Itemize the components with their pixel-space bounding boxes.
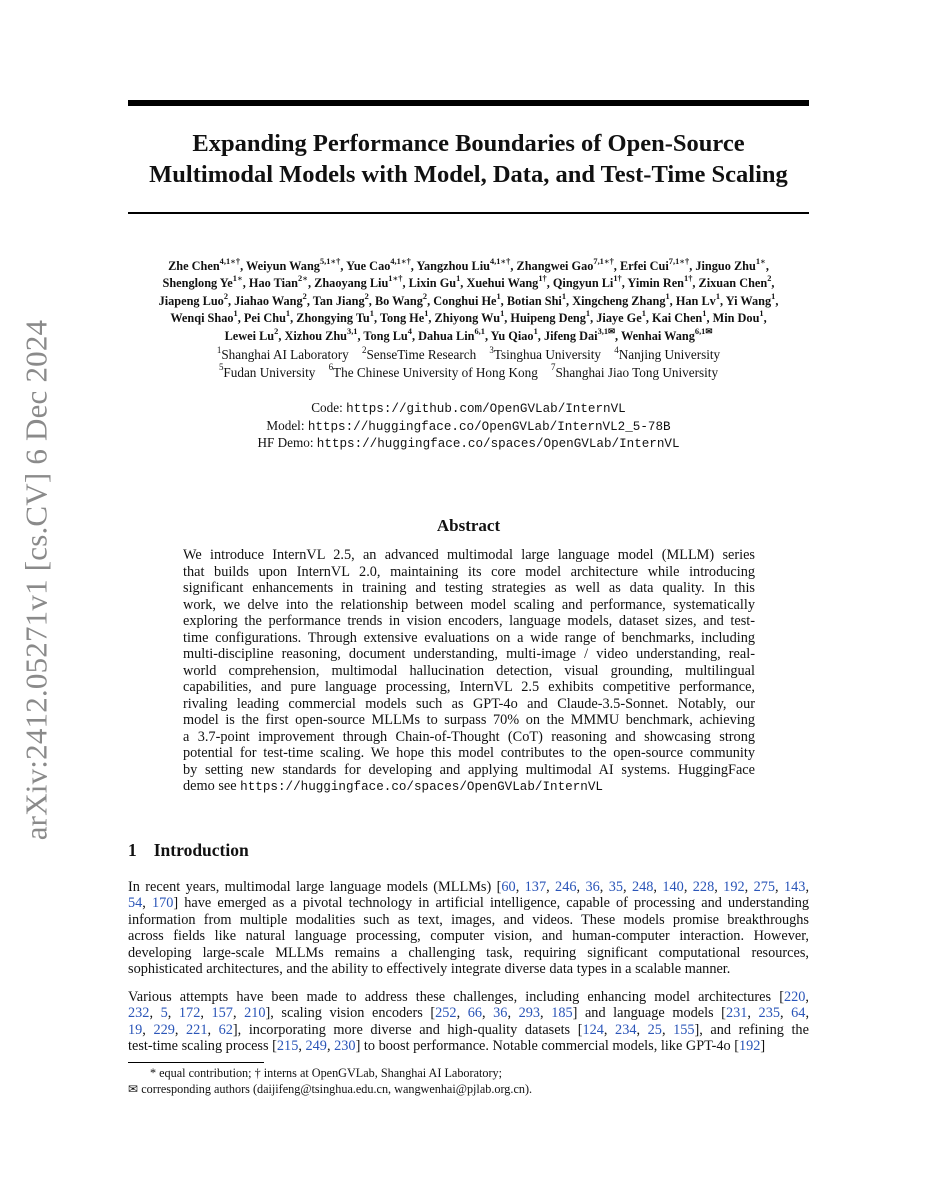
author-affiliation-marker: 1 (759, 309, 764, 319)
author-affiliation-marker: 1 (561, 291, 567, 301)
citation-link[interactable]: 192 (738, 1038, 761, 1055)
code-url[interactable]: https://github.com/OpenGVLab/InternVL (346, 402, 626, 416)
citation-link[interactable]: 143 (783, 879, 806, 895)
citation-link[interactable]: 5 (160, 1005, 168, 1022)
citation-link[interactable]: 140 (662, 879, 684, 895)
abstract-line: exploring the performance trends in vision encoders, language models, dataset sizes, and test- (183, 613, 755, 629)
author-name: Bo Wang (374, 293, 423, 308)
section-heading (128, 840, 249, 861)
citation-link[interactable]: 170 (151, 895, 174, 912)
title-bottom-rule (128, 212, 809, 214)
author-affiliation-marker: 1∗† (388, 274, 403, 284)
author-line: Lewei Lu$^2$, Xizhou Zhu$^{3,1}$, Tong Lu$^4$, Dahua Lin$^{6,1}$, Yu Qiao$^1$, Jifeng Dai$^{3,1✉}$, Wenhai Wang$^{6,1✉}$ (224, 326, 713, 343)
demo-url[interactable]: https://huggingface.co/spaces/OpenGVLab/InternVL (316, 437, 680, 451)
model-url[interactable]: https://huggingface.co/OpenGVLab/InternVL2_5-78B (307, 419, 671, 434)
affiliation-name: Shanghai AI Laboratory (221, 347, 349, 362)
affiliation-name: The Chinese University of Hong Kong (333, 364, 538, 380)
affiliation-number: 1 (216, 344, 222, 355)
citation-link[interactable]: 19 (128, 1021, 143, 1038)
author-affiliation-marker: 1 (424, 309, 429, 319)
author-name: Qingyun Li (552, 276, 614, 291)
citation-link[interactable]: 234 (615, 1021, 637, 1038)
abstract-line: that builds upon InternVL 2.0, maintaining its core model architecture while introducing (183, 563, 755, 580)
intro-paragraph-1 (128, 879, 809, 977)
author-affiliation-marker: 1 (285, 309, 291, 319)
affiliation-name: SenseTime Research (366, 347, 477, 362)
abstract-line: multi-discipline reasoning, document understanding, multi-image / video understanding, real- (183, 646, 755, 662)
author-list (128, 258, 809, 345)
abstract-demo-prefix: demo see (183, 778, 241, 794)
citation-link[interactable]: 54 (128, 895, 143, 912)
paper-title (100, 128, 837, 190)
author-affiliation-marker: 1 (715, 291, 720, 301)
author-name: Zhe Chen (168, 259, 220, 273)
author-name: Yimin Ren (627, 276, 685, 291)
author-affiliation-marker: 1 (641, 309, 646, 319)
author-name: Weiyun Wang (246, 259, 320, 273)
author-name: Kai Chen (652, 311, 703, 326)
citation-link[interactable]: 231 (725, 1005, 748, 1022)
author-affiliation-marker: 7,1∗† (593, 257, 614, 267)
author-affiliation-marker: 2 (274, 326, 279, 336)
author-affiliation-marker: 2 (302, 291, 307, 301)
author-affiliation-marker: 1∗ (755, 257, 766, 267)
affiliation-number: 5 (218, 362, 224, 373)
author-line: Shenglong $Ye^{1∗}$, Hao Tian$^{2∗}$, Zhaoyang Liu$^{1∗\dagger}$, Lixin Gu$^1$, Xuehui Wang$^{1\dagger}$, Qingyun $Li^{1\dagger}$, Yimin Ren$^{1\dagger}$, Zixuan Chen$^2$, (162, 274, 775, 291)
title-line-1: Expanding Performance Boundaries of Open-Source (192, 130, 745, 157)
author-name: Tong He (379, 311, 425, 326)
author-affiliation-marker: 1 (533, 326, 538, 336)
author-affiliation-marker: 2 (364, 291, 369, 301)
author-name: Shenglong Ye (162, 276, 233, 291)
paragraph-line: developing large-scale MLLMs remains a challenging task, requiring significant computational resources, (128, 944, 809, 961)
citation-link[interactable]: 155 (673, 1021, 695, 1038)
citation-link[interactable]: 66 (467, 1005, 483, 1022)
author-affiliation-marker: 6,1✉ (694, 326, 713, 336)
author-name: Yue Cao (346, 259, 391, 273)
footnote-equal-contribution: * equal contribution; † interns at OpenGVLab, Shanghai AI Laboratory; (150, 1066, 502, 1080)
author-name: Xuehui Wang (466, 276, 539, 291)
author-line: Wenqi Shao$^1$, Pei Chu$^1$, Zhongying Tu$^1$, Tong He$^1$, Zhiyong Wu$^1$, Huipeng Deng$^1$, Jiaye Ge$^1$, Kai Chen$^1$, Min Dou$^1$, (170, 309, 767, 326)
paragraph-line: sophisticated architectures, and the ability to effectively integrate diverse data types in a scalable manner. (128, 960, 731, 977)
paragraph-line: 19, 229, 221, 62], incorporating more diverse and high-quality datasets [124, 234, 25, 155], and refining the (128, 1021, 809, 1038)
author-name: Pei Chu (243, 311, 286, 326)
footnote-rule (128, 1062, 264, 1063)
author-name: Tong Lu (363, 328, 408, 343)
author-affiliation-marker: 1 (702, 309, 707, 319)
citation-link[interactable]: 249 (305, 1038, 327, 1055)
citation-link[interactable]: 221 (186, 1021, 208, 1038)
author-name: Xizhou Zhu (284, 328, 348, 343)
citation-link[interactable]: 36 (493, 1005, 508, 1022)
abstract-line: world comprehension, multimodal hallucination detection, visual grounding, multilingual (183, 662, 755, 679)
affiliation-number: 7 (550, 362, 556, 373)
affiliation-name: Shanghai Jiao Tong University (555, 364, 719, 380)
abstract-line: time configurations. Through extensive evaluations on a wide range of benchmarks, including (183, 629, 755, 646)
abstract-line: model is the first open-source MLLMs to surpass 70% on the MMMU benchmark, achieving (183, 712, 755, 728)
abstract-line: We introduce InternVL 2.5, an advanced multimodal large language model (MLLM) series (183, 547, 755, 563)
affiliation-number: 3 (489, 344, 494, 355)
citation-link[interactable]: 235 (758, 1005, 780, 1022)
author-name: Wenqi Shao (170, 311, 234, 326)
author-name: Xingcheng Zhang (572, 293, 666, 308)
author-name: Erfei Cui (619, 259, 669, 273)
paragraph-line: test-time scaling process [215, 249, 230] to boost performance. Notable commercial models, like GPT-4o [192] (128, 1038, 766, 1055)
citation-link[interactable]: 192 (723, 879, 745, 895)
author-affiliation-marker: 2∗ (298, 274, 308, 284)
citation-link[interactable]: 246 (555, 879, 577, 895)
author-line: Jiapeng Luo$^2$, Jiahao Wang$^2$, Tan Jiang$^2$, Bo Wang$^2$, Conghui He$^1$, Botian Shi$^1$, Xingcheng Zhang$^1$, Han Lv$^1$, Yi Wang$^1$, (158, 291, 779, 308)
author-affiliation-marker: 4,1∗† (219, 257, 241, 267)
demo-link-line (128, 435, 809, 453)
author-affiliation-marker: 4 (407, 326, 412, 336)
author-affiliation-marker: 3,1✉ (597, 326, 616, 336)
model-link-line (128, 418, 809, 436)
author-name: Yi Wang (725, 293, 772, 308)
author-name: Zhaoyang Liu (314, 276, 389, 291)
author-affiliation-marker: 7,1∗† (668, 257, 690, 267)
affiliation-line (128, 346, 809, 364)
author-name: Huipeng Deng (510, 311, 586, 326)
section-number: 1 (128, 840, 137, 860)
citation-link[interactable]: 36 (585, 879, 600, 895)
author-name: Zhongying Tu (296, 311, 370, 326)
abstract-line: by setting new standards for developing and applying multimodal AI systems. HuggingFace (183, 761, 755, 778)
citation-link[interactable]: 60 (501, 879, 516, 895)
author-affiliation-marker: 1† (538, 274, 547, 284)
arxiv-stamp-text: arXiv:2412.05271v1 [cs.CV] 6 Dec 2024 (18, 319, 54, 841)
author-affiliation-marker: 5,1∗† (319, 257, 341, 267)
citation-link[interactable]: 293 (518, 1005, 541, 1022)
affiliation-list (128, 346, 809, 381)
author-name: Zixuan Chen (698, 276, 768, 291)
title-top-rule (128, 100, 809, 106)
author-name: Jiahao Wang (234, 293, 303, 308)
author-line: Zhe Chen$^{4,1∗\dagger}$, Weiyun Wang$^{5,1∗\dagger}$, Yue Cao$^{4,1∗\dagger}$, Yangzhou Liu$^{4,1∗\dagger}$, Zhangwei Gao$^{7,1∗\dagger}$, Erfei Cui$^{7,1∗\dagger}$, Jinguo Zhu$^{1∗}$, (168, 257, 769, 273)
citation-link[interactable]: 185 (551, 1005, 573, 1022)
author-affiliation-marker: 1 (500, 309, 505, 319)
author-affiliation-marker: 4,1∗† (390, 257, 411, 267)
affiliation-name: Nanjing University (618, 347, 721, 362)
citation-link[interactable]: 137 (524, 879, 547, 895)
author-affiliation-marker: 1 (585, 309, 591, 319)
author-name: Jiaye Ge (596, 311, 642, 326)
paragraph-line: In recent years, multimodal large language models (MLLMs) [60, 137, 246, 36, 35, 248, 140, 228, 192, 275, 143, (128, 879, 810, 895)
citation-link[interactable]: 25 (647, 1021, 662, 1038)
author-name: Han Lv (675, 293, 716, 308)
citation-link[interactable]: 252 (435, 1005, 457, 1022)
author-affiliation-marker: 1∗ (232, 274, 243, 284)
abstract-line: rivaling leading commercial models such as GPT-4o and Claude-3.5-Sonnet. Notably, our (183, 695, 755, 712)
author-affiliation-marker: 3,1 (347, 326, 358, 336)
demo-label: HF Demo: (257, 435, 314, 450)
author-affiliation-marker: 1† (684, 274, 693, 284)
citation-link[interactable]: 210 (244, 1005, 266, 1022)
abstract-body (183, 547, 755, 795)
citation-link[interactable]: 62 (218, 1021, 233, 1038)
author-name: Yangzhou Liu (416, 259, 490, 273)
author-name: Wenhai Wang (620, 328, 695, 343)
abstract-demo-url[interactable]: https://huggingface.co/spaces/OpenGVLab/InternVL (240, 780, 603, 794)
citation-link[interactable]: 35 (608, 879, 623, 895)
citation-link[interactable]: 64 (791, 1005, 806, 1022)
footnote-corresponding: ✉ corresponding authors (daijifeng@tsinghua.edu.cn, wangwenhai@pjlab.org.cn). (128, 1082, 533, 1096)
citation-link[interactable]: 248 (631, 879, 654, 895)
intro-paragraph-2 (128, 989, 809, 1055)
resource-links (128, 400, 809, 453)
arxiv-stamp (6, 320, 66, 840)
author-name: Jiapeng Luo (158, 293, 224, 308)
citation-link[interactable]: 157 (211, 1005, 233, 1022)
model-label: Model: (266, 417, 305, 433)
author-affiliation-marker: 1 (665, 291, 670, 301)
abstract-line: capabilities, and pure language processing, InternVL 2.5 exhibits competitive performance, (183, 679, 755, 695)
author-affiliation-marker: 1 (233, 309, 238, 319)
abstract-line: a 3.7-point improvement through Chain-of-Thought (CoT) reasoning and showcasing strong (183, 728, 755, 745)
abstract-line (183, 778, 755, 795)
section-title: Introduction (153, 840, 249, 860)
paragraph-line: 232, 5, 172, 157, 210], scaling vision encoders [252, 66, 36, 293, 185] and language models [231, 235, 64, (128, 1005, 810, 1022)
author-name: Min Dou (712, 311, 760, 326)
author-name: Lixin Gu (408, 276, 457, 291)
author-name: Tan Jiang (312, 293, 365, 308)
abstract-line: significant enhancements in training and testing strategies as well as data quality. In this (183, 580, 755, 596)
author-name: Hao Tian (248, 276, 299, 291)
abstract-line: work, we delve into the relationship between model scaling and performance, systematically (183, 596, 755, 613)
author-name: Dahua Lin (418, 328, 475, 343)
author-affiliation-marker: 2 (223, 291, 229, 301)
affiliation-line (128, 364, 809, 382)
author-name: Zhangwei Gao (516, 259, 594, 273)
title-line-2: Multimodal Models with Model, Data, and Test-Time Scaling (149, 161, 788, 188)
citation-link[interactable]: 124 (582, 1021, 604, 1038)
author-affiliation-marker: 4,1∗† (489, 257, 511, 267)
author-affiliation-marker: 6,1 (474, 326, 485, 336)
citation-link[interactable]: 172 (178, 1005, 201, 1022)
author-name: Botian Shi (506, 293, 562, 308)
citation-link[interactable]: 232 (128, 1005, 150, 1022)
paragraph-line: 54, 170] have emerged as a pivotal technology in artificial intelligence, capable of processing and understanding (128, 895, 809, 912)
author-name: Yu Qiao (490, 328, 534, 343)
paragraph-line: across fields like natural language processing, computer vision, and human-computer interaction. However, (128, 928, 809, 945)
author-name: Conghui He (433, 293, 497, 308)
code-label: Code: (311, 400, 343, 415)
citation-link[interactable]: 228 (692, 879, 715, 895)
citation-link[interactable]: 220 (783, 989, 806, 1005)
author-affiliation-marker: 1 (369, 309, 374, 319)
citation-link[interactable]: 275 (753, 879, 776, 895)
affiliation-name: Fudan University (223, 364, 316, 380)
affiliation-number: 6 (328, 362, 334, 373)
author-affiliation-marker: 2 (767, 274, 772, 284)
code-link-line (128, 400, 809, 418)
author-affiliation-marker: 1 (771, 291, 776, 301)
paragraph-line: Various attempts have been made to address these challenges, including enhancing model architectures [220, (128, 989, 809, 1005)
author-name: Zhiyong Wu (434, 311, 501, 326)
citation-link[interactable]: 230 (334, 1038, 356, 1055)
abstract-heading: Abstract (436, 516, 501, 535)
author-affiliation-marker: 1† (613, 274, 622, 284)
author-affiliation-marker: 1 (496, 291, 501, 301)
author-name: Jinguo Zhu (695, 259, 756, 273)
abstract-line: potential for test-time scaling. We hope this model contributes to the open-source community (183, 745, 755, 761)
author-affiliation-marker: 1 (456, 274, 461, 284)
affiliation-name: Tsinghua University (493, 347, 602, 362)
citation-link[interactable]: 229 (153, 1021, 175, 1038)
paragraph-line: information from multiple modalities such as text, images, and videos. These models promise breakthroughs (128, 911, 809, 928)
affiliation-number: 2 (361, 344, 367, 355)
author-name: Lewei Lu (224, 328, 275, 343)
author-affiliation-marker: 2 (422, 291, 428, 301)
affiliation-number: 4 (614, 344, 619, 355)
author-name: Jifeng Dai (543, 328, 598, 343)
citation-link[interactable]: 215 (276, 1038, 299, 1055)
